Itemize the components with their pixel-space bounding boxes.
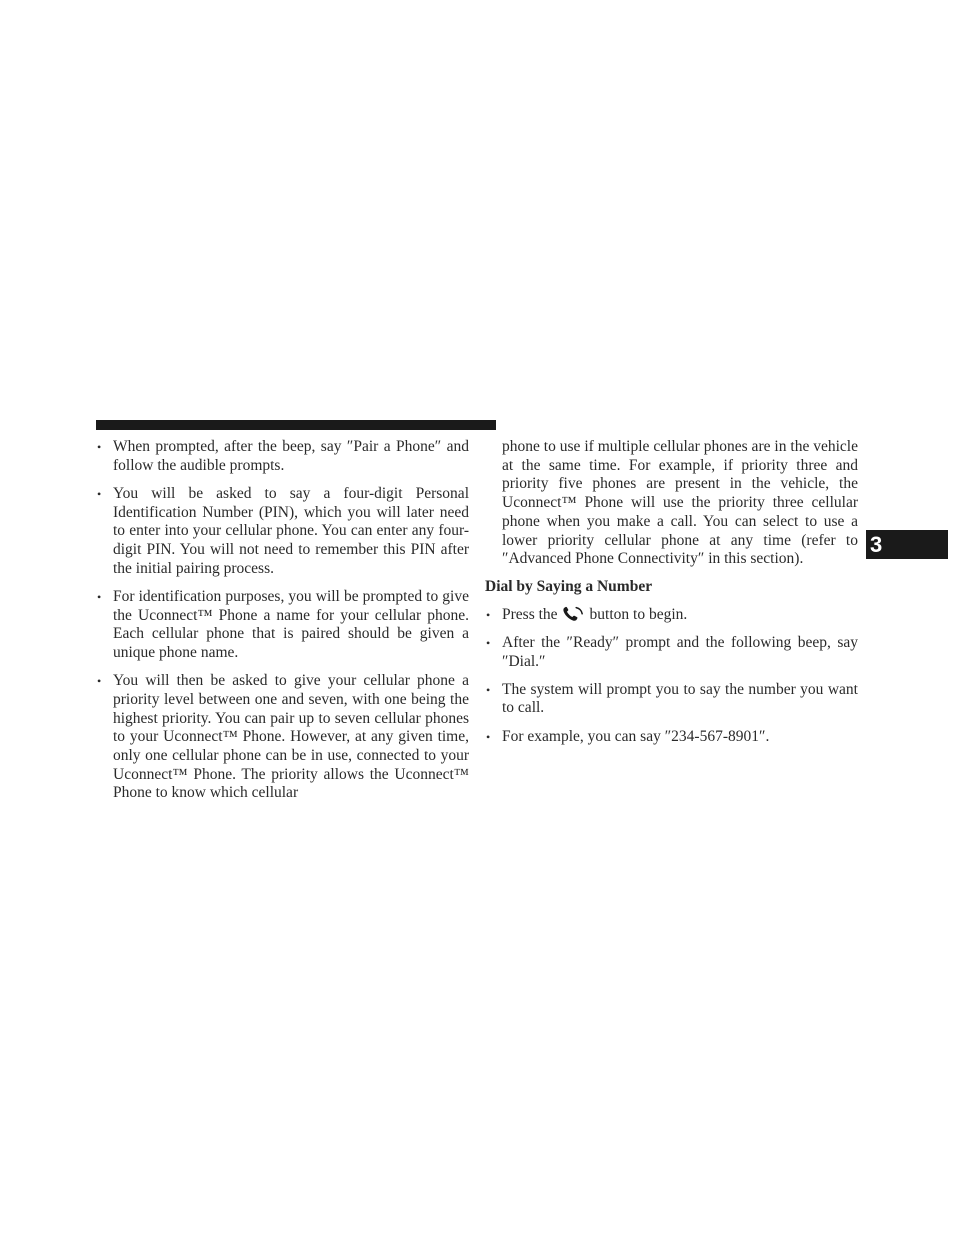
phone-icon xyxy=(562,606,584,622)
press-suffix: button to begin. xyxy=(589,605,688,623)
list-item: • After the ″Ready″ prompt and the following beep, say ″Dial.″ xyxy=(485,634,858,671)
list-item: • For identification purposes, you will be prompted to give the Uconnect™ Phone a name for your cellular phone. Each cellular phone that is paired should be given a unique phone name. xyxy=(96,588,469,663)
left-column xyxy=(96,438,469,813)
chapter-tab xyxy=(866,530,948,559)
dial-steps-list xyxy=(485,606,858,747)
press-prefix: Press the xyxy=(502,605,558,623)
section-divider-bar xyxy=(96,420,496,430)
right-column xyxy=(485,438,858,756)
list-item xyxy=(485,606,858,625)
continued-paragraph: phone to use if multiple cellular phones are in the vehicle at the same time. For example, if priority three and priority five phones are present in the vehicle, the Uconnect™ Phone will use the priority three cellular phone when you make a call. You can select to use a lower priority cellular phone at any time (refer to ″Advanced Phone Connectivity″ in this section). xyxy=(502,438,858,568)
chapter-number: 3 xyxy=(870,532,883,557)
list-item: • For example, you can say ″234-567-8901″. xyxy=(485,728,858,747)
list-item: • When prompted, after the beep, say ″Pair a Phone″ and follow the audible prompts. xyxy=(96,438,469,475)
list-item: • The system will prompt you to say the number you want to call. xyxy=(485,681,858,718)
pairing-steps-list xyxy=(96,438,469,803)
list-item: • You will then be asked to give your cellular phone a priority level between one and seven, with one being the highest priority. You can pair up to seven cellular phones to your Uconnect™ Phone. However, at any given time, only one cellular phone can be in use, connected to your Uconnect™ Phone. The priority allows the Uconnect™ Phone to know which cellular xyxy=(96,672,469,803)
list-item: • You will be asked to say a four-digit Personal Identification Number (PIN), which you will later need to enter into your cellular phone. You can enter any four-digit PIN. You will not need to remember this PIN after the initial pairing process. xyxy=(96,485,469,579)
section-heading: Dial by Saying a Number xyxy=(485,577,653,595)
